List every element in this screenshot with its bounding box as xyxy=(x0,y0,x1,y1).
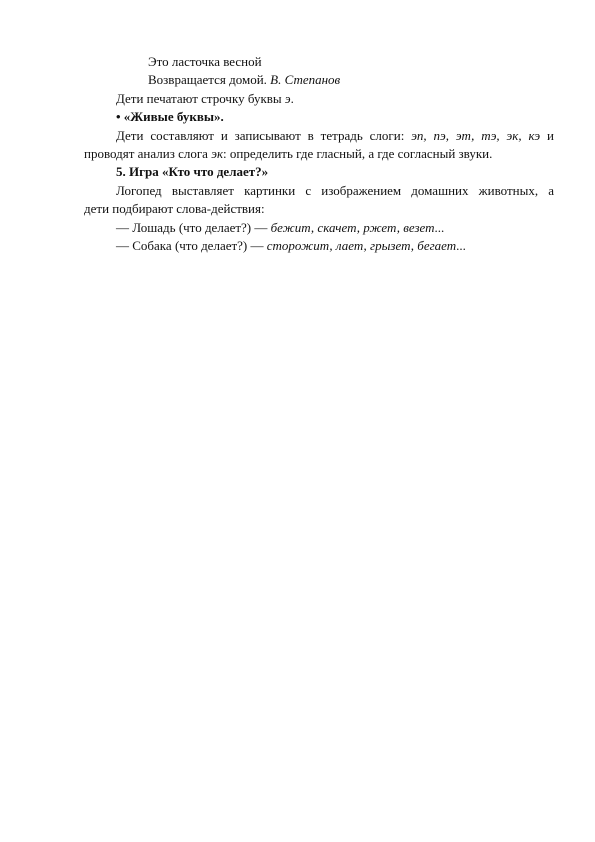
print-letter-end: . xyxy=(290,90,294,106)
dog-end: ... xyxy=(456,238,466,254)
game-heading xyxy=(116,163,554,181)
syllables-line-2-start: проводят анализ слога xyxy=(84,146,212,162)
poem-line-1-text: Это ласточка весной xyxy=(148,54,262,69)
poem-line-2 xyxy=(116,71,554,89)
game-desc-line-2 xyxy=(84,200,554,218)
syllables-analysis-syllable: эк xyxy=(211,146,224,162)
game-desc-line-1 xyxy=(116,182,554,200)
syllables-line-2-end: : определить где гласный, а где согласный звуки. xyxy=(223,146,493,162)
dog-line xyxy=(116,237,554,255)
game-heading-text: 5. Игра «Кто что делает?» xyxy=(116,164,269,180)
syllables-line-2 xyxy=(84,145,554,163)
horse-actions: бежит, скачет, ржет, везет xyxy=(270,219,435,235)
document-body xyxy=(84,53,554,255)
print-letter-letter: э xyxy=(284,90,291,106)
syllables-line-1-end: и xyxy=(540,127,554,143)
horse-end: ... xyxy=(434,219,445,235)
live-letters-heading xyxy=(116,108,554,126)
dog-actions: сторожит, лает, грызет, бегает xyxy=(266,238,457,254)
poem-author: В. Степанов xyxy=(270,72,341,88)
syllables-line-1 xyxy=(116,127,554,145)
dog-prefix: — Собака (что делает?) — xyxy=(116,238,267,254)
syllables-line-1-text: Дети составляют и записывают в тетрадь слоги: xyxy=(116,127,412,143)
syllables-list: эп, пэ, эт, тэ, эк, кэ xyxy=(411,127,541,143)
game-desc-line-2-text: дети подбирают слова-действия: xyxy=(84,201,265,217)
poem-line-1 xyxy=(116,53,554,71)
poem-line-2-text: Возвращается домой. xyxy=(148,72,271,88)
print-letter-paragraph xyxy=(116,90,554,108)
live-letters-heading-text: • «Живые буквы». xyxy=(116,109,224,125)
horse-line xyxy=(116,219,554,237)
game-desc-line-1-text: Логопед выставляет картинки с изображением домашних животных, а xyxy=(116,182,554,198)
print-letter-text: Дети печатают строчку буквы xyxy=(116,90,285,106)
horse-prefix: — Лошадь (что делает?) — xyxy=(116,219,271,235)
